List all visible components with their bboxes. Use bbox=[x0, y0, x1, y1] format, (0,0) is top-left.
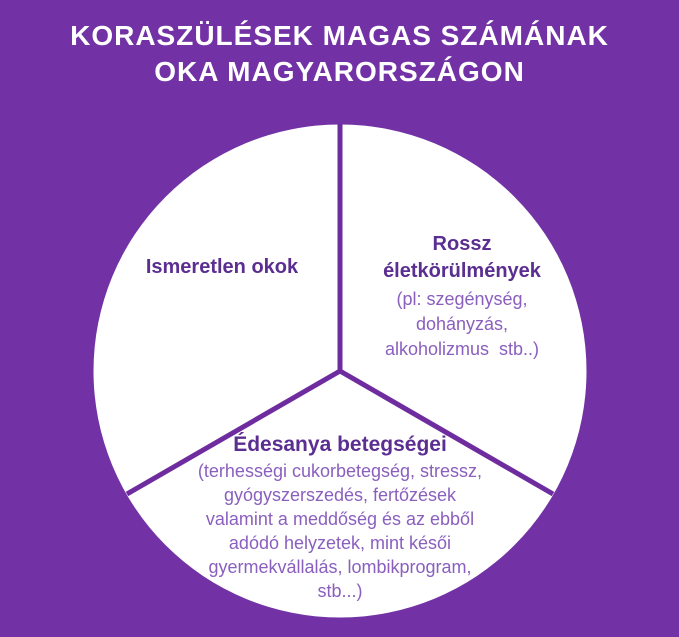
segment-detail bbox=[347, 287, 577, 362]
segment-detail-line: valamint a meddőség és az ebből bbox=[205, 509, 475, 529]
segment-heading bbox=[165, 432, 515, 458]
page-title bbox=[0, 18, 679, 90]
page-title-line-2: OKA MAGYARORSZÁGON bbox=[154, 56, 525, 87]
segment-detail-line: stb...) bbox=[317, 581, 363, 601]
segment-detail-line: adódó helyzetek, mint késői bbox=[228, 533, 452, 553]
segment-heading-text: Ismeretlen okok bbox=[145, 256, 299, 278]
segment-detail-line: dohányzás, bbox=[415, 314, 509, 334]
segment-ismeretlen-okok bbox=[122, 254, 322, 281]
segment-detail bbox=[165, 459, 515, 603]
segment-detail-line: gyermekvállalás, lombikprogram, bbox=[208, 557, 472, 577]
segment-detail-line: (pl: szegénység, bbox=[396, 289, 528, 309]
segment-rossz-eletkorulmenyek bbox=[347, 231, 577, 362]
segment-heading-line-1: Rossz bbox=[432, 233, 492, 255]
segment-detail-line: (terhességi cukorbetegség, stressz, bbox=[197, 461, 483, 481]
segment-edesanya-betegsegei bbox=[165, 432, 515, 603]
segment-detail-line: gyógyszerszedés, fertőzések bbox=[223, 485, 457, 505]
segment-heading bbox=[122, 254, 322, 281]
segment-detail-line: alkoholizmus stb..) bbox=[384, 339, 540, 359]
segment-heading-text: Édesanya betegségei bbox=[233, 433, 447, 456]
segment-heading bbox=[347, 231, 577, 285]
page-title-line-1: KORASZÜLÉSEK MAGAS SZÁMÁNAK bbox=[70, 20, 609, 51]
segment-heading-line-2: életkörülmények bbox=[383, 260, 541, 282]
